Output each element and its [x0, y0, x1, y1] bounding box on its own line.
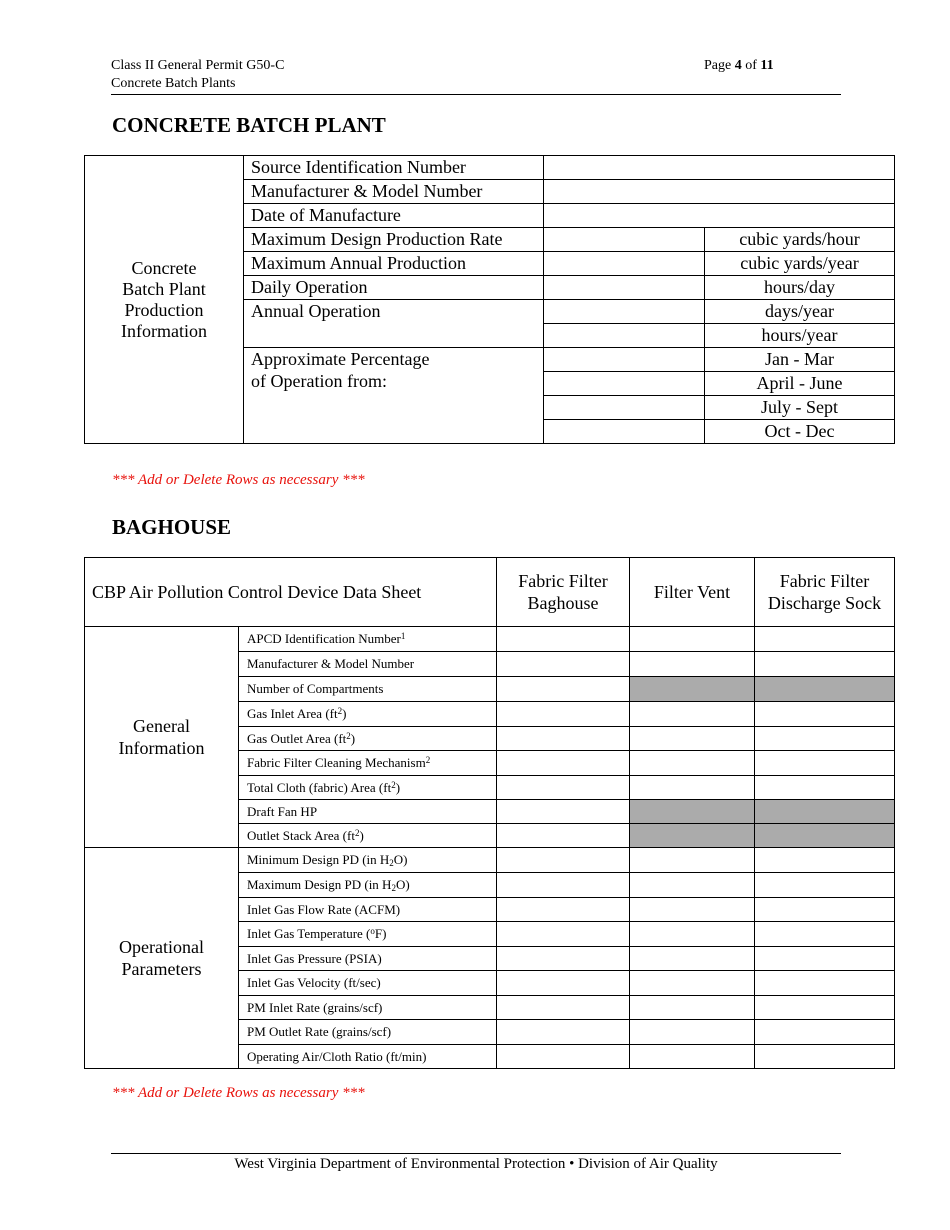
compartments-baghouse-field[interactable] — [497, 677, 630, 702]
pct-q2-field[interactable] — [544, 372, 705, 396]
row-max-pd: Maximum Design PD (in $H_2O$) — [239, 873, 497, 898]
quarter-q1: Jan - Mar — [705, 348, 895, 372]
air-cloth-sock-field[interactable] — [755, 1045, 895, 1069]
pm-inlet-baghouse-field[interactable] — [497, 996, 630, 1020]
gas-inlet-baghouse-field[interactable] — [497, 702, 630, 727]
inlet-temp-baghouse-field[interactable] — [497, 922, 630, 947]
cbp-side-label: Concrete Batch Plant Production Information — [85, 156, 244, 444]
inlet-flow-vent-field[interactable] — [630, 898, 755, 922]
annual-op-hours-field[interactable] — [544, 324, 705, 348]
min-pd-sock-field[interactable] — [755, 848, 895, 873]
header-permit-subtitle: Concrete Batch Plants — [111, 76, 236, 91]
row-inlet-pressure: Inlet Gas Pressure (PSIA) — [239, 947, 497, 971]
header-permit-title: Class II General Permit G50-C — [111, 58, 285, 73]
manufacturer-field[interactable] — [544, 180, 895, 204]
stack-area-sock-disabled — [755, 824, 895, 848]
row-inlet-temp: Inlet Gas Temperature ($^o$F) — [239, 922, 497, 947]
row-outlet-stack-area: Outlet Stack Area $(ft^2)$ — [239, 824, 497, 848]
col-fabric-filter-baghouse: Fabric Filter Baghouse — [497, 558, 630, 627]
apcd-id-sock-field[interactable] — [755, 627, 895, 652]
cleaning-vent-field[interactable] — [630, 751, 755, 776]
inlet-temp-vent-field[interactable] — [630, 922, 755, 947]
cbp-production-table — [84, 155, 895, 444]
row-manufacturer: Manufacturer & Model Number — [239, 652, 497, 677]
gas-outlet-vent-field[interactable] — [630, 727, 755, 751]
pct-q3-field[interactable] — [544, 396, 705, 420]
footer-divider — [111, 1153, 841, 1154]
header-divider — [111, 94, 841, 95]
row-manufacturer-label: Manufacturer & Model Number — [244, 180, 544, 204]
inlet-flow-sock-field[interactable] — [755, 898, 895, 922]
row-daily-op-label: Daily Operation — [244, 276, 544, 300]
min-pd-baghouse-field[interactable] — [497, 848, 630, 873]
quarter-q3: July - Sept — [705, 396, 895, 420]
col-filter-vent: Filter Vent — [630, 558, 755, 627]
cbp-note: *** Add or Delete Rows as necessary *** — [112, 472, 365, 488]
draft-fan-vent-disabled — [630, 800, 755, 824]
general-info-label: General Information — [85, 627, 239, 848]
air-cloth-baghouse-field[interactable] — [497, 1045, 630, 1069]
inlet-velocity-vent-field[interactable] — [630, 971, 755, 996]
inlet-temp-sock-field[interactable] — [755, 922, 895, 947]
operational-params-label: Operational Parameters — [85, 848, 239, 1069]
draft-fan-sock-disabled — [755, 800, 895, 824]
row-date-label: Date of Manufacture — [244, 204, 544, 228]
annual-op-days-unit: days/year — [705, 300, 895, 324]
gas-outlet-baghouse-field[interactable] — [497, 727, 630, 751]
baghouse-header-label: CBP Air Pollution Control Device Data Sheet — [85, 558, 497, 627]
apcd-id-baghouse-field[interactable] — [497, 627, 630, 652]
row-annual-prod-label: Maximum Annual Production — [244, 252, 544, 276]
gas-inlet-sock-field[interactable] — [755, 702, 895, 727]
row-air-cloth-ratio: Operating Air/Cloth Ratio (ft/min) — [239, 1045, 497, 1069]
manufacturer-sock-field[interactable] — [755, 652, 895, 677]
page-number: Page 4 of 11 — [704, 58, 774, 73]
row-compartments: Number of Compartments — [239, 677, 497, 702]
inlet-pressure-sock-field[interactable] — [755, 947, 895, 971]
max-rate-unit: cubic yards/hour — [705, 228, 895, 252]
row-cleaning-mechanism: Fabric Filter Cleaning Mechanism$^2$ — [239, 751, 497, 776]
row-annual-op-label: Annual Operation — [244, 300, 544, 348]
pm-outlet-vent-field[interactable] — [630, 1020, 755, 1045]
stack-area-baghouse-field[interactable] — [497, 824, 630, 848]
draft-fan-baghouse-field[interactable] — [497, 800, 630, 824]
max-pd-baghouse-field[interactable] — [497, 873, 630, 898]
row-pm-outlet: PM Outlet Rate (grains/scf) — [239, 1020, 497, 1045]
baghouse-table — [84, 557, 895, 1069]
daily-op-field[interactable] — [544, 276, 705, 300]
date-field[interactable] — [544, 204, 895, 228]
col-discharge-sock: Fabric Filter Discharge Sock — [755, 558, 895, 627]
quarter-q4: Oct - Dec — [705, 420, 895, 444]
inlet-pressure-vent-field[interactable] — [630, 947, 755, 971]
row-inlet-flow: Inlet Gas Flow Rate (ACFM) — [239, 898, 497, 922]
section-title-baghouse: BAGHOUSE — [112, 515, 232, 539]
cleaning-sock-field[interactable] — [755, 751, 895, 776]
inlet-velocity-baghouse-field[interactable] — [497, 971, 630, 996]
pm-outlet-sock-field[interactable] — [755, 1020, 895, 1045]
annual-op-hours-unit: hours/year — [705, 324, 895, 348]
inlet-pressure-baghouse-field[interactable] — [497, 947, 630, 971]
pm-outlet-baghouse-field[interactable] — [497, 1020, 630, 1045]
row-source-id-label: Source Identification Number — [244, 156, 544, 180]
annual-prod-unit: cubic yards/year — [705, 252, 895, 276]
row-inlet-velocity: Inlet Gas Velocity (ft/sec) — [239, 971, 497, 996]
inlet-flow-baghouse-field[interactable] — [497, 898, 630, 922]
pct-q4-field[interactable] — [544, 420, 705, 444]
compartments-sock-disabled — [755, 677, 895, 702]
stack-area-vent-disabled — [630, 824, 755, 848]
pm-inlet-sock-field[interactable] — [755, 996, 895, 1020]
section-title-cbp: CONCRETE BATCH PLANT — [112, 113, 386, 137]
row-draft-fan: Draft Fan HP — [239, 800, 497, 824]
annual-op-days-field[interactable] — [544, 300, 705, 324]
compartments-vent-disabled — [630, 677, 755, 702]
annual-prod-field[interactable] — [544, 252, 705, 276]
inlet-velocity-sock-field[interactable] — [755, 971, 895, 996]
manufacturer-vent-field[interactable] — [630, 652, 755, 677]
row-max-rate-label: Maximum Design Production Rate — [244, 228, 544, 252]
manufacturer-baghouse-field[interactable] — [497, 652, 630, 677]
baghouse-note: *** Add or Delete Rows as necessary *** — [112, 1085, 365, 1101]
max-rate-field[interactable] — [544, 228, 705, 252]
footer-agency: West Virginia Department of Environmental Protection • Division of Air Quality — [234, 1156, 718, 1172]
cloth-area-baghouse-field[interactable] — [497, 776, 630, 800]
max-pd-vent-field[interactable] — [630, 873, 755, 898]
row-gas-inlet-area: Gas Inlet Area $(ft^2)$ — [239, 702, 497, 727]
row-pct-op-label: Approximate Percentage of Operation from: — [244, 348, 544, 444]
pct-q1-field[interactable] — [544, 348, 705, 372]
row-min-pd: Minimum Design PD (in $H_2O$) — [239, 848, 497, 873]
header-permit — [111, 57, 284, 93]
cleaning-baghouse-field[interactable] — [497, 751, 630, 776]
air-cloth-vent-field[interactable] — [630, 1045, 755, 1069]
quarter-q2: April - June — [705, 372, 895, 396]
gas-outlet-sock-field[interactable] — [755, 727, 895, 751]
min-pd-vent-field[interactable] — [630, 848, 755, 873]
daily-op-unit: hours/day — [705, 276, 895, 300]
row-cloth-area: Total Cloth (fabric) Area $(ft^2)$ — [239, 776, 497, 800]
pm-inlet-vent-field[interactable] — [630, 996, 755, 1020]
source-id-field[interactable] — [544, 156, 895, 180]
max-pd-sock-field[interactable] — [755, 873, 895, 898]
row-apcd-id: APCD Identification Number$^1$ — [239, 627, 497, 652]
cloth-area-sock-field[interactable] — [755, 776, 895, 800]
row-pm-inlet: PM Inlet Rate (grains/scf) — [239, 996, 497, 1020]
cloth-area-vent-field[interactable] — [630, 776, 755, 800]
apcd-id-vent-field[interactable] — [630, 627, 755, 652]
gas-inlet-vent-field[interactable] — [630, 702, 755, 727]
row-gas-outlet-area: Gas Outlet Area $(ft^2)$ — [239, 727, 497, 751]
